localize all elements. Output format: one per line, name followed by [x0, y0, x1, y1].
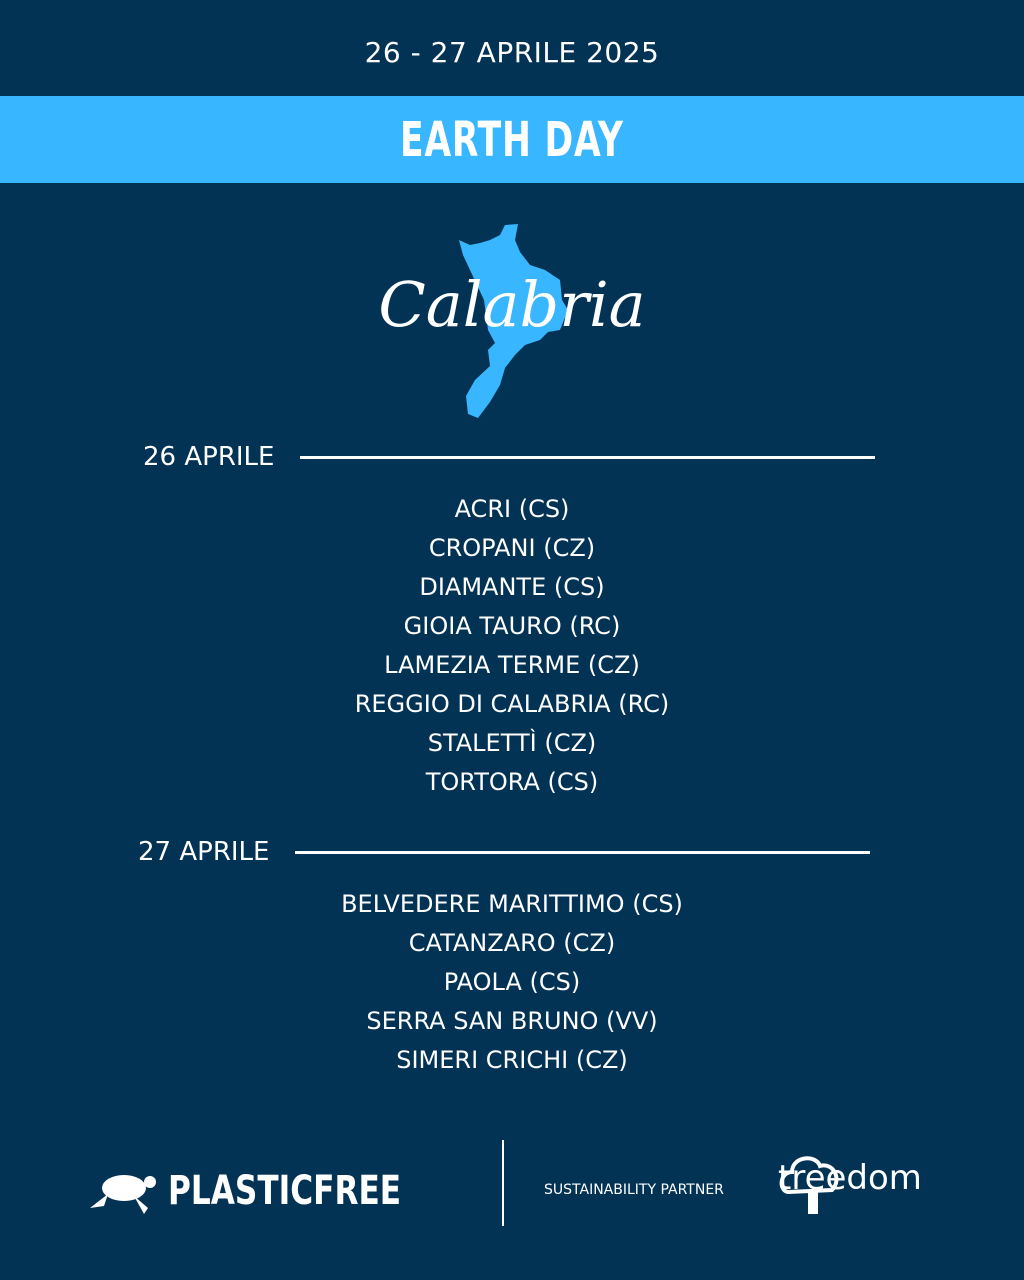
list-item: TORTORA (CS)	[425, 768, 599, 796]
plasticfree-logo	[88, 1168, 467, 1214]
partner-label: SUSTAINABILITY PARTNER	[544, 1182, 724, 1198]
day-label: 26 APRILE	[143, 442, 275, 472]
list-item: ACRI (CS)	[454, 495, 570, 523]
places-list-27	[0, 885, 1024, 1080]
treedom-logo	[778, 1150, 948, 1216]
day-header-27	[138, 837, 870, 867]
calabria-map-icon	[0, 0, 1024, 440]
event-title: EARTH DAY	[400, 111, 624, 168]
footer-divider	[502, 1140, 504, 1226]
list-item: SERRA SAN BRUNO (VV)	[366, 1007, 658, 1035]
day-header-26	[143, 442, 875, 472]
event-dates: 26 - 27 APRILE 2025	[364, 36, 660, 69]
places-list-26	[0, 490, 1024, 802]
divider	[300, 456, 875, 459]
list-item: CROPANI (CZ)	[428, 534, 596, 562]
day-label: 27 APRILE	[138, 837, 270, 867]
list-item: BELVEDERE MARITTIMO (CS)	[341, 890, 683, 918]
list-item: DIAMANTE (CS)	[419, 573, 605, 601]
brand-name: PLASTICFREE	[168, 1168, 402, 1214]
list-item: REGGIO DI CALABRIA (RC)	[354, 690, 670, 718]
list-item: STALETTÌ (CZ)	[427, 729, 597, 757]
region-name: Calabria	[378, 268, 646, 341]
list-item: SIMERI CRICHI (CZ)	[396, 1046, 628, 1074]
list-item: LAMEZIA TERME (CZ)	[384, 651, 640, 679]
partner-name: treedom	[778, 1158, 922, 1198]
turtle-icon	[88, 1168, 160, 1214]
divider	[295, 851, 870, 854]
list-item: PAOLA (CS)	[443, 968, 581, 996]
list-item: CATANZARO (CZ)	[408, 929, 616, 957]
list-item: GIOIA TAURO (RC)	[403, 612, 621, 640]
